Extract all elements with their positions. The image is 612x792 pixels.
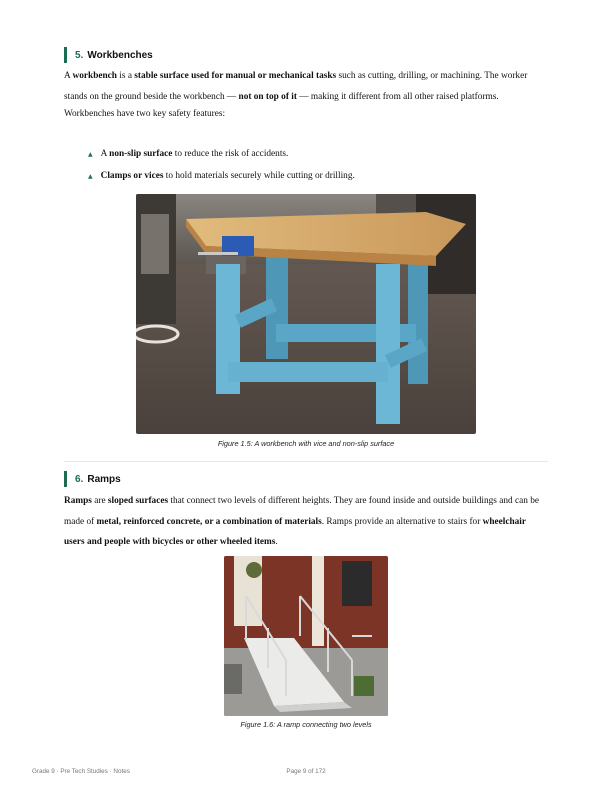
figure-caption: Figure 1.6: A ramp connecting two levels	[240, 720, 372, 729]
figure-caption: Figure 1.5: A workbench with vice and non-slip surface	[217, 439, 395, 448]
bullet-text: Clamps or vices to hold materials securely while cutting or drilling.	[100, 171, 355, 181]
footer-course: Grade 9 · Pre Tech Studies · Notes	[32, 768, 130, 775]
workbench-definition: A workbench is a stable surface used for manual or mechanical tasks such as cutting, drilling, or machining. The worker stands on the ground beside the workbench — not on top of it — making it different from all other raised platforms.	[64, 71, 528, 102]
ramps-definition: Ramps are sloped surfaces that connect two levels of different heights. They are found inside and outside buildings and can be made of metal, reinforced concrete, or a combination of materials. Ramps provide an alternative to stairs for wheelchair users and people with bicycles or other wheeled items.	[64, 496, 539, 547]
section-title: Ramps	[87, 473, 121, 485]
section-accent-bar	[64, 47, 67, 63]
section-5-heading	[64, 47, 153, 63]
ramp-illustration	[224, 556, 388, 716]
footer-page-number: Page 9 of 172	[286, 768, 326, 775]
section-6-heading	[64, 471, 121, 487]
bullet-text: A non-slip surface to reduce the risk of accidents.	[100, 149, 289, 159]
triangle-bullet-icon: ▲	[88, 150, 93, 158]
workbench-safety-intro: Workbenches have two key safety features:	[64, 109, 226, 119]
triangle-bullet-icon: ▲	[88, 172, 93, 180]
section-divider	[64, 461, 548, 462]
ramp-photo	[224, 556, 388, 716]
section-accent-bar	[64, 471, 67, 487]
workbench-illustration	[136, 194, 476, 434]
section-number: 5.	[75, 49, 84, 61]
ramps-paragraph	[64, 491, 544, 553]
workbench-photo	[136, 194, 476, 434]
section-title: Workbenches	[87, 49, 153, 61]
section-number: 6.	[75, 473, 84, 485]
workbench-paragraph	[64, 66, 544, 122]
bullet-item	[88, 149, 288, 159]
bullet-item	[88, 171, 355, 181]
